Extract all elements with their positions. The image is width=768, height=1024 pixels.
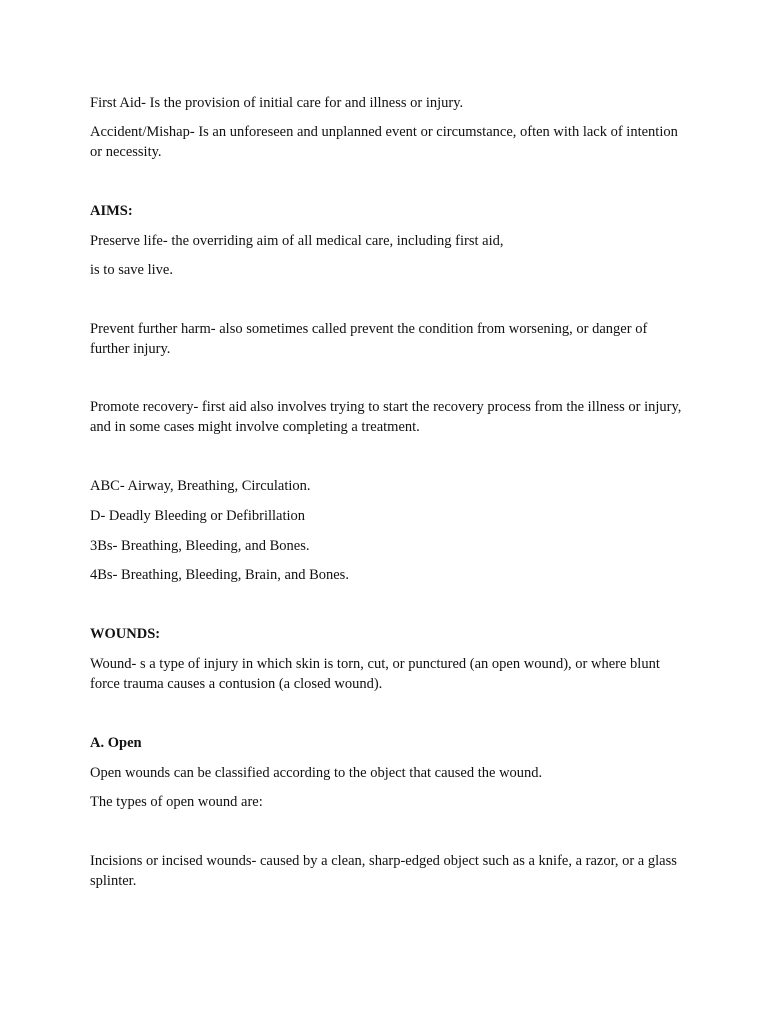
aim-promote-recovery: Promote recovery- first aid also involves trying to start the recovery process from the illness or injury, and in some cases might involve completing a treatment.: [90, 399, 682, 435]
aim-preserve-life-line-2: is to save live.: [90, 262, 173, 278]
aim-prevent-harm: Prevent further harm- also sometimes called prevent the condition from worsening, or danger of further injury.: [90, 321, 648, 357]
wound-definition: Wound- s a type of injury in which skin is torn, cut, or punctured (an open wound), or where blunt force trauma causes a contusion (a closed wound).: [90, 656, 660, 692]
aims-heading: AIMS:: [90, 203, 133, 219]
first-aid-definition: First Aid- Is the provision of initial care for and illness or injury.: [90, 95, 464, 111]
open-wounds-types-intro: The types of open wound are:: [90, 794, 263, 810]
open-wounds-classification: Open wounds can be classified according to the object that caused the wound.: [90, 765, 543, 781]
aim-preserve-life-line-1: Preserve life- the overriding aim of all medical care, including first aid,: [90, 233, 504, 249]
open-wounds-heading: A. Open: [90, 735, 142, 751]
mnemonic-4bs: 4Bs- Breathing, Bleeding, Brain, and Bones.: [90, 567, 349, 583]
mnemonic-abc: ABC- Airway, Breathing, Circulation.: [90, 478, 311, 494]
incised-wounds-description: Incisions or incised wounds- caused by a clean, sharp-edged object such as a knife, a razor, or a glass splinter.: [90, 853, 677, 889]
wounds-heading: WOUNDS:: [90, 626, 161, 642]
mnemonic-d: D- Deadly Bleeding or Defibrillation: [90, 508, 306, 524]
accident-definition: Accident/Mishap- Is an unforeseen and unplanned event or circumstance, often with lack of intention or necessity.: [90, 124, 678, 160]
mnemonic-3bs: 3Bs- Breathing, Bleeding, and Bones.: [90, 538, 310, 554]
